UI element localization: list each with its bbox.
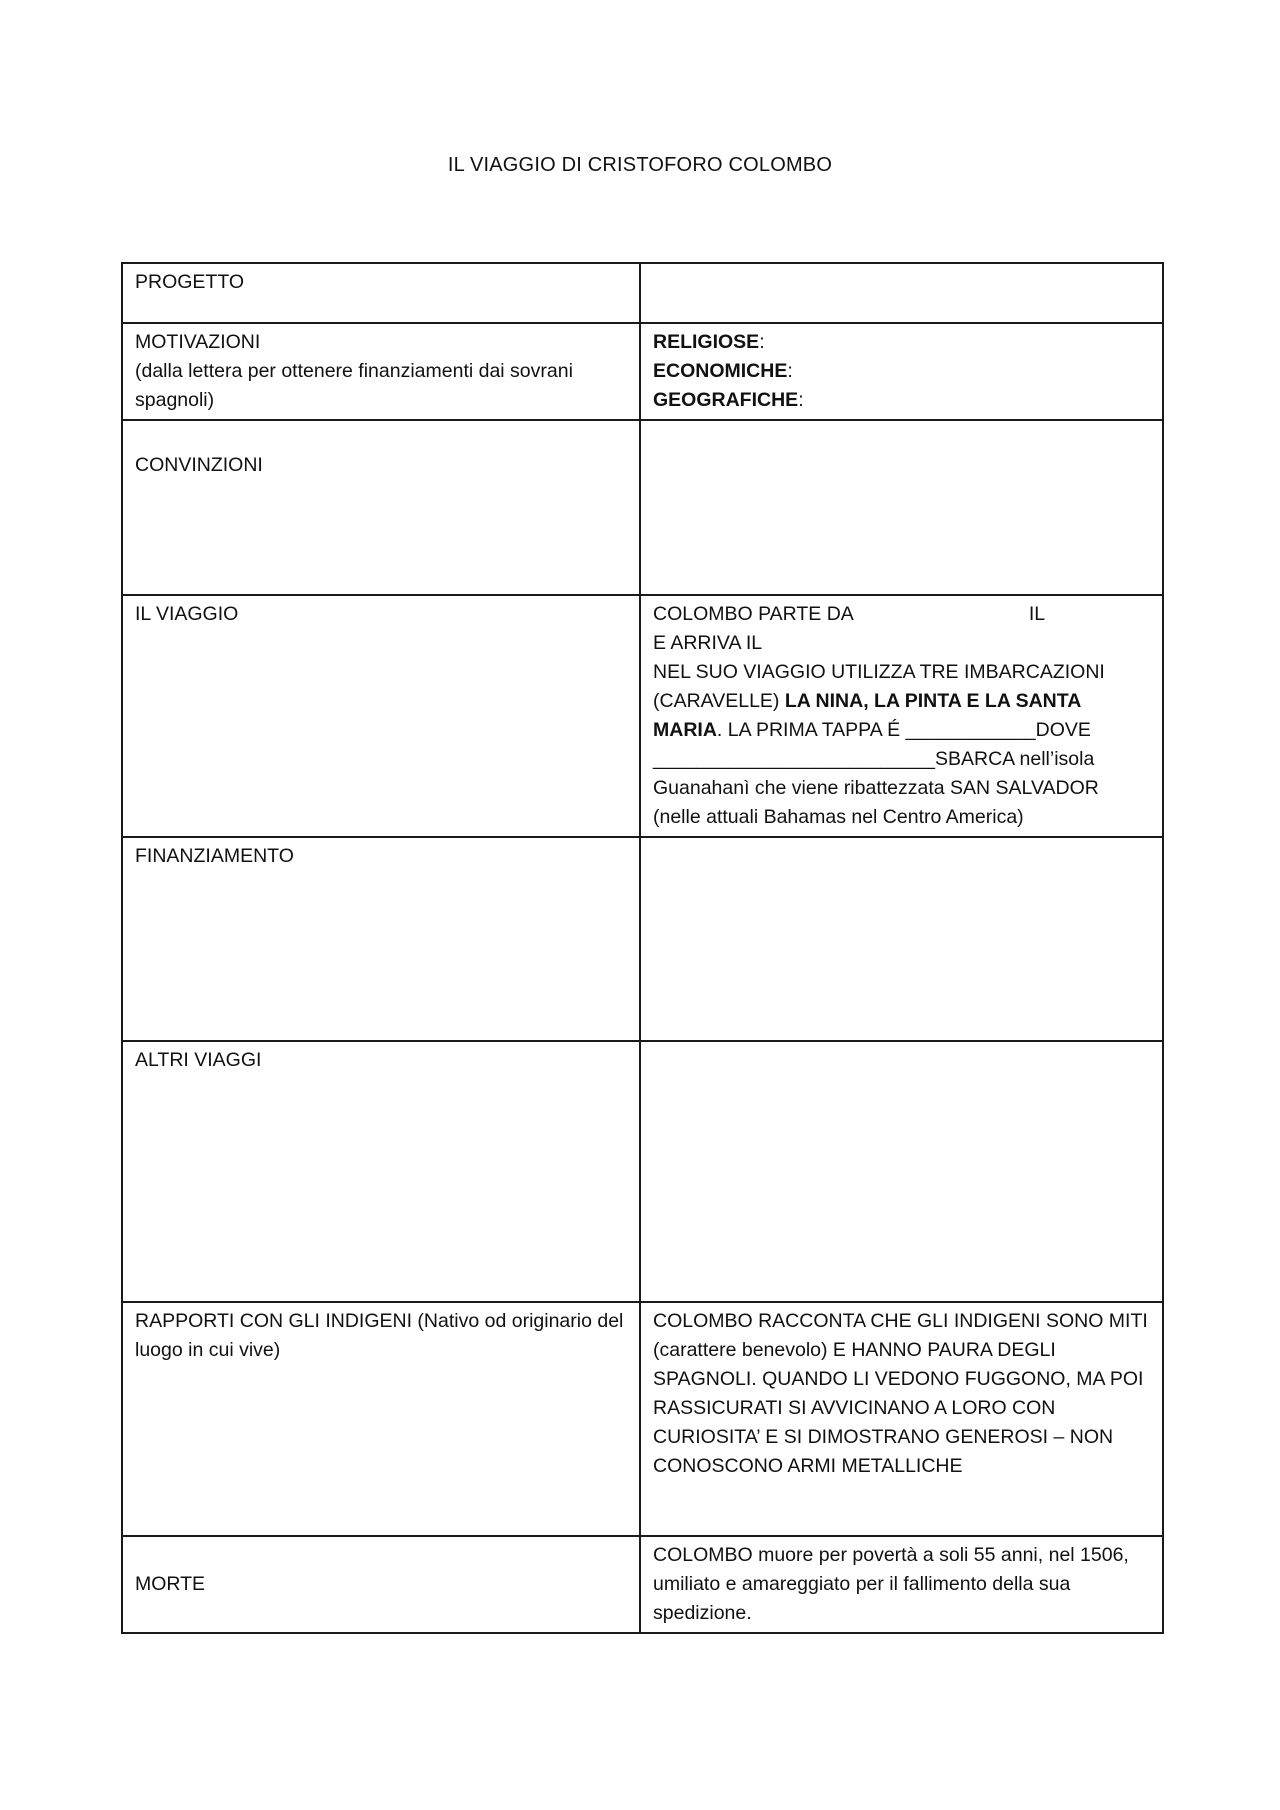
answer-viaggio: [640, 595, 1163, 837]
table-row: [122, 837, 1163, 1041]
label-altri-viaggi: ALTRI VIAGGI: [122, 1041, 640, 1302]
label-convinzioni: CONVINZIONI: [122, 420, 640, 595]
motivation-item: ECONOMICHE:: [653, 360, 793, 382]
viaggio-line2: E ARRIVA IL: [653, 632, 763, 654]
label-finanziamento: FINANZIAMENTO: [122, 837, 640, 1041]
viaggio-line1: COLOMBO PARTE DA IL: [653, 603, 1046, 625]
table-row: [122, 323, 1163, 420]
motivazioni-title: MOTIVAZIONI: [135, 331, 261, 353]
label-viaggio: IL VIAGGIO: [122, 595, 640, 837]
page-title: IL VIAGGIO DI CRISTOFORO COLOMBO: [447, 154, 833, 176]
table-row: [122, 1041, 1163, 1302]
answer-convinzioni: [640, 420, 1163, 595]
answer-rapporti: COLOMBO RACCONTA CHE GLI INDIGENI SONO MITI (carattere benevolo) E HANNO PAURA DEGLI SPAGNOLI. QUANDO LI VEDONO FUGGONO, MA POI RASSICURATI SI AVVICINANO A LORO CON CURIOSITA’ E SI DIMOSTRANO GENEROSI – NON CONOSCONO ARMI METALLICHE: [640, 1302, 1163, 1536]
viaggio-description: NEL SUO VIAGGIO UTILIZZA TRE IMBARCAZIONI (CARAVELLE) LA NINA, LA PINTA E LA SANTA MARIA. LA PRIMA TAPPA É ____________DOVE __________________________SBARCA nell’isola Guanahanì che viene ribattezzata SAN SALVADOR (nelle attuali Bahamas nel Centro America): [653, 661, 1105, 828]
answer-motivazioni: [640, 323, 1163, 420]
answer-progetto: [640, 263, 1163, 323]
label-rapporti: RAPPORTI CON GLI INDIGENI (Nativo od originario del luogo in cui vive): [122, 1302, 640, 1536]
table-row: [122, 420, 1163, 595]
table-row: [122, 263, 1163, 323]
motivation-item: RELIGIOSE:: [653, 331, 765, 353]
label-motivazioni: [122, 323, 640, 420]
answer-morte: COLOMBO muore per povertà a soli 55 anni, nel 1506, umiliato e amareggiato per il fallimento della sua spedizione.: [640, 1536, 1163, 1633]
answer-finanziamento: [640, 837, 1163, 1041]
label-progetto: PROGETTO: [122, 263, 640, 323]
table-row: [122, 1302, 1163, 1536]
motivazioni-note: (dalla lettera per ottenere finanziamenti dai sovrani spagnoli): [135, 360, 573, 411]
motivation-item: GEOGRAFICHE:: [653, 389, 804, 411]
table-row: [122, 595, 1163, 837]
ships-names: LA NINA, LA PINTA E LA SANTA MARIA: [653, 690, 1081, 741]
label-morte: MORTE: [122, 1536, 640, 1633]
table-row: [122, 1536, 1163, 1633]
worksheet-table: [121, 262, 1164, 1634]
answer-altri-viaggi: [640, 1041, 1163, 1302]
